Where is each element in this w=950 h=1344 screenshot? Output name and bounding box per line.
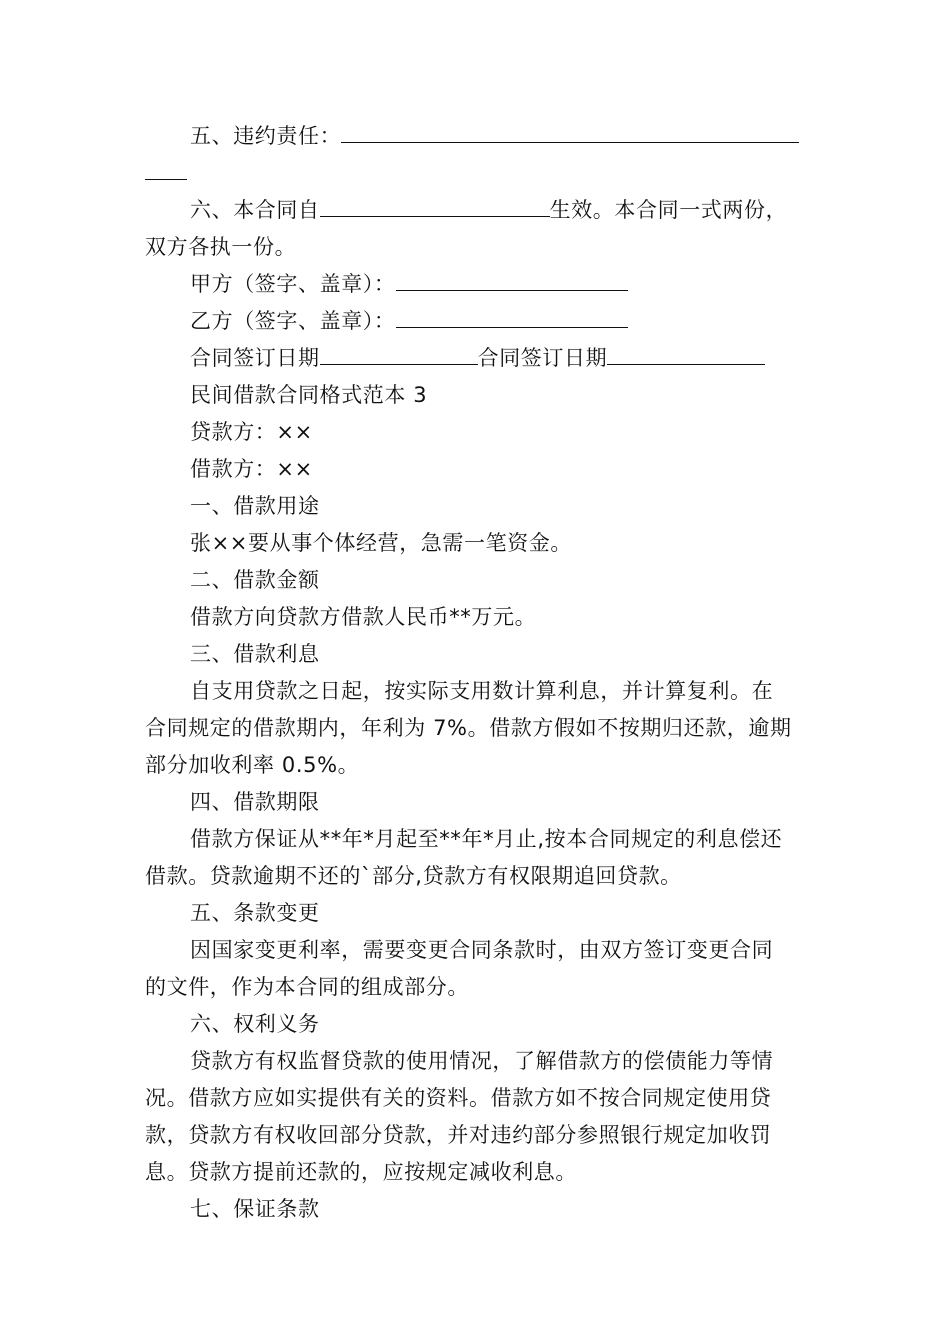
- paragraph-line: 的文件，作为本合同的组成部分。: [145, 975, 469, 999]
- paragraph-line: 借款方保证从**年*月起至**年*月止,按本合同规定的利息偿还: [190, 827, 783, 851]
- paragraph-line: 双方各执一份。: [145, 235, 297, 259]
- paragraph-line: 自支用贷款之日起，按实际支用数计算利息，并计算复利。在: [190, 679, 774, 703]
- heading-guarantee: 七、保证条款: [190, 1197, 320, 1221]
- borrower-line: 借款方：××: [190, 457, 313, 481]
- party-a-signature: 甲方（签字、盖章）：: [190, 266, 810, 303]
- blank-line: [396, 266, 628, 291]
- paragraph-line: 合同规定的借款期内，年利为 7%。借款方假如不按期归还款，逾期: [145, 716, 792, 740]
- paragraph-line: 款，贷款方有权收回部分贷款，并对违约部分参照银行规定加收罚: [145, 1123, 772, 1147]
- blank-line: [341, 118, 799, 143]
- paragraph-line: 因国家变更利率，需要变更合同条款时，由双方签订变更合同: [190, 938, 774, 962]
- blank-line: [320, 192, 550, 217]
- heading-purpose: 一、借款用途: [190, 494, 320, 518]
- paragraph-line: 贷款方有权监督贷款的使用情况，了解借款方的偿债能力等情: [190, 1049, 774, 1073]
- paragraph-line: 张××要从事个体经营，急需一笔资金。: [190, 531, 572, 555]
- signing-dates: 合同签订日期 合同签订日期: [190, 340, 810, 377]
- paragraph-line: 况。借款方应如实提供有关的资料。借款方如不按合同规定使用贷: [145, 1086, 772, 1110]
- heading-amount: 二、借款金额: [190, 568, 320, 592]
- heading-term: 四、借款期限: [190, 790, 320, 814]
- party-b-signature: 乙方（签字、盖章）：: [190, 303, 810, 340]
- paragraph-line: 借款方向贷款方借款人民币**万元。: [190, 605, 537, 629]
- paragraph-line: 借款。贷款逾期不还的`部分,贷款方有权限期追回贷款。: [145, 864, 682, 888]
- lender-line: 贷款方：××: [190, 420, 313, 444]
- paragraph-line: 部分加收利率 0.5%。: [145, 753, 360, 777]
- heading-amendment: 五、条款变更: [190, 901, 320, 925]
- blank-line: [320, 340, 478, 365]
- blank-line: [607, 340, 765, 365]
- section-title: 民间借款合同格式范本 3: [190, 383, 428, 407]
- clause-effective: 六、本合同自 生效。本合同一式两份，: [190, 192, 810, 229]
- clause-breach-liability: 五、违约责任：: [190, 118, 810, 155]
- heading-interest: 三、借款利息: [190, 642, 320, 666]
- blank-continuation: [145, 155, 810, 192]
- heading-rights: 六、权利义务: [190, 1012, 320, 1036]
- blank-line: [396, 303, 628, 328]
- blank-line: [145, 155, 187, 180]
- paragraph-line: 息。贷款方提前还款的，应按规定减收利息。: [145, 1160, 577, 1184]
